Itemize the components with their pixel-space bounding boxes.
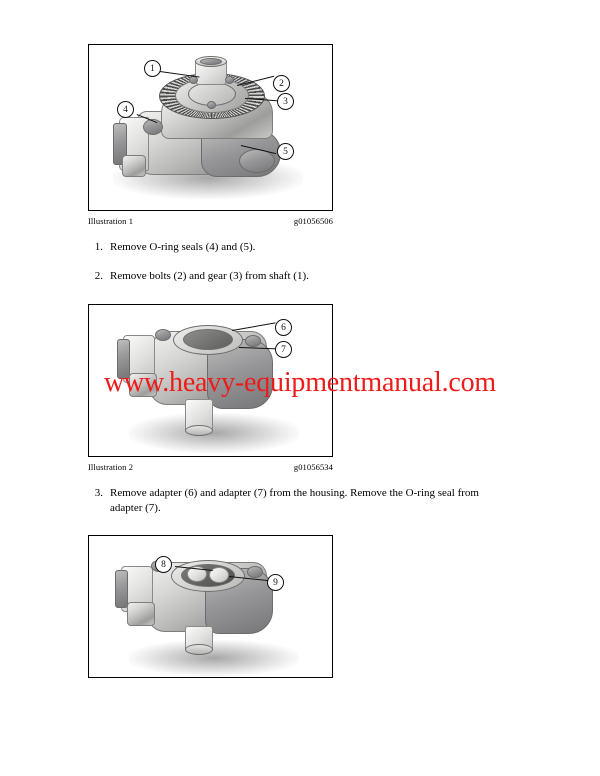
figure-1-image <box>89 45 332 209</box>
housing-boss <box>245 335 261 347</box>
step-1-text: Remove O-ring seals (4) and (5). <box>110 241 256 253</box>
callout-4: 4 <box>117 101 134 118</box>
figure-1-frame <box>88 45 333 211</box>
gear-bolt <box>225 76 234 84</box>
callout-6: 6 <box>275 319 292 336</box>
step-3-text: Remove adapter (6) and adapter (7) from the housing. Remove the O-ring seal from adapter (7). <box>110 486 479 514</box>
step-2-number: 2. <box>94 269 103 282</box>
housing-flange-face-3 <box>115 570 128 608</box>
step-2-text: Remove bolts (2) and gear (3) from shaft (1). <box>110 269 309 282</box>
figure-3-image <box>89 536 332 676</box>
figure-3-shadow <box>129 640 299 676</box>
callout-5: 5 <box>277 143 294 160</box>
callout-8: 8 <box>155 556 172 573</box>
figure-1-caption-id: g01056506 <box>293 216 333 226</box>
figure-3-frame <box>88 536 333 678</box>
adapter-bore-inner <box>183 329 233 350</box>
figure-3 <box>88 535 512 678</box>
figure-2-caption-label: Illustration 2 <box>88 461 134 472</box>
housing-boss <box>155 329 171 341</box>
step-3 <box>88 486 512 516</box>
shaft-bore <box>200 58 222 65</box>
callout-2: 2 <box>273 75 290 92</box>
figure-2-caption <box>88 457 333 472</box>
leader-line-6 <box>232 322 276 331</box>
figure-2-shadow <box>129 413 299 453</box>
housing-outlet-ring <box>185 425 213 436</box>
callout-9: 9 <box>267 574 284 591</box>
flange-foot <box>122 155 146 177</box>
gear-bolt <box>207 101 216 109</box>
figure-2-caption-id: g01056534 <box>293 461 333 472</box>
callout-3: 3 <box>277 93 294 110</box>
step-2 <box>88 269 512 284</box>
callout-1: 1 <box>144 60 161 77</box>
figure-1-caption-label: Illustration 1 <box>88 216 134 226</box>
step-1 <box>88 240 512 255</box>
step-1-number: 1. <box>94 241 103 253</box>
step-3-number: 3. <box>94 486 103 499</box>
watermark-text: www.heavy-equipmentmanual.com <box>103 367 497 398</box>
figure-1-caption <box>88 211 333 226</box>
figure-1 <box>88 44 512 226</box>
page-content <box>88 44 512 678</box>
housing-flange-foot-3 <box>127 602 155 626</box>
callout-7: 7 <box>275 341 292 358</box>
